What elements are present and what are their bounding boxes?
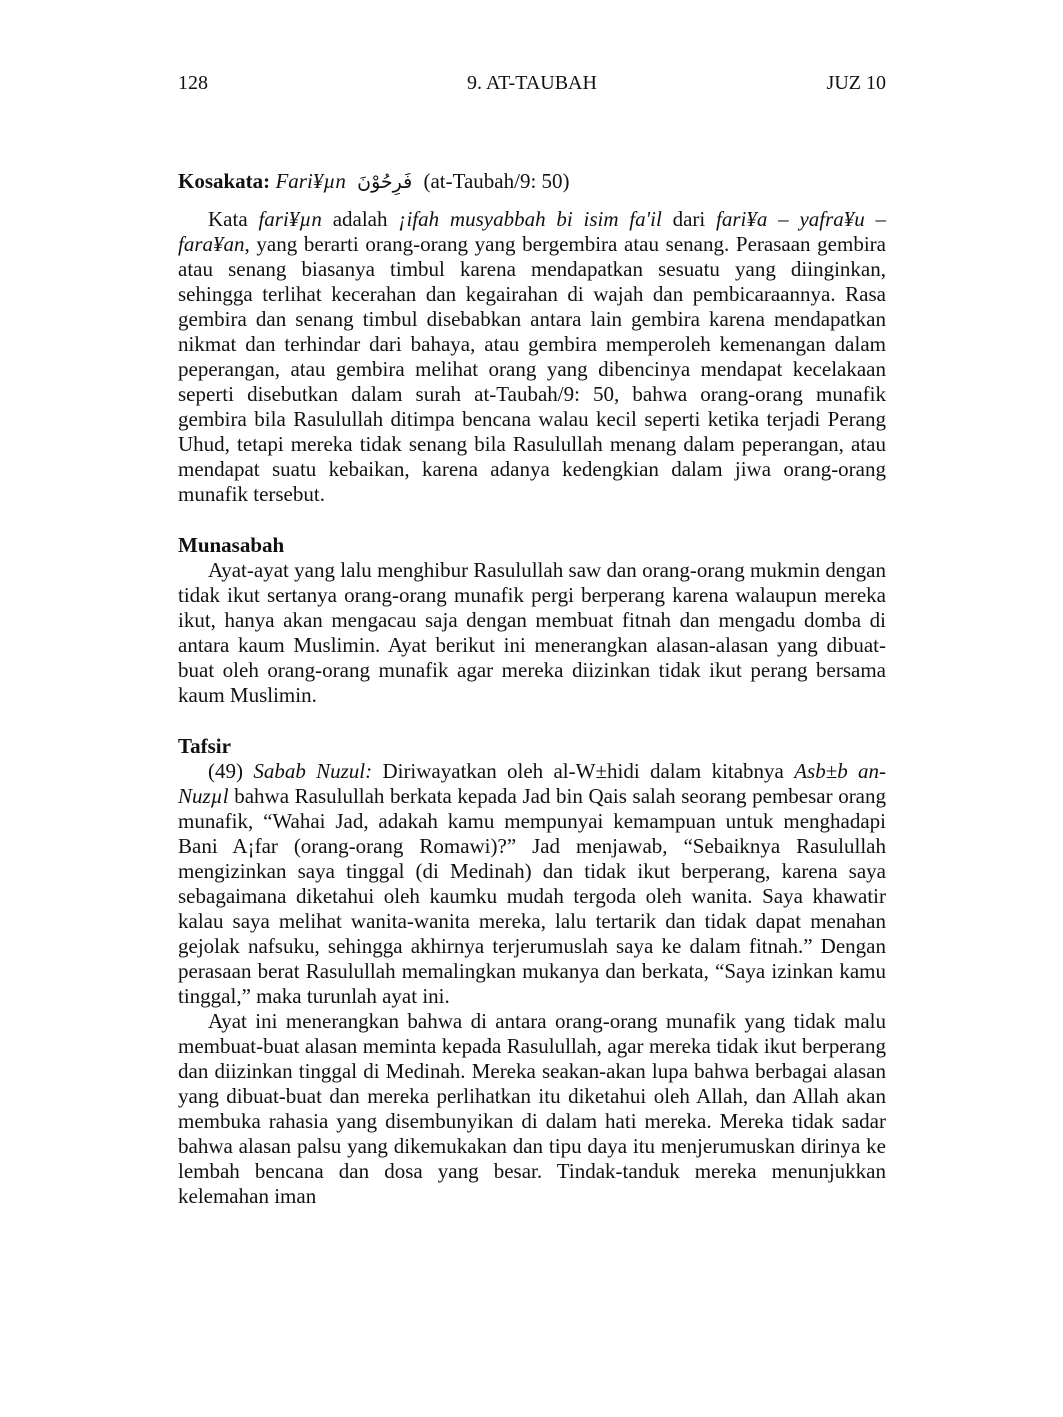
tafsir-paragraph-1 — [178, 759, 886, 1009]
munasabah-heading: Munasabah — [178, 533, 285, 557]
kosakata-paragraph — [178, 207, 886, 507]
text-segment-italic: Sabab Nuzul: — [253, 759, 373, 783]
kosakata-arabic: فَرِحُوْنَ — [357, 171, 413, 193]
chapter-title: 9. AT-TAUBAH — [467, 72, 597, 94]
text-segment-italic: fari¥a – yafra¥u – fara¥an — [178, 207, 887, 256]
tafsir-paragraph-2: Ayat ini menerangkan bahwa di antara orang-orang munafik yang tidak malu membuat-buat alasan meminta kepada Rasulullah, agar mereka tidak ikut berperang dan diizinkan tinggal di Medinah. Mereka seakan-akan lupa bahwa berbagai alasan yang dibuat-buat dan mereka perlihatkan itu diketahui oleh Allah, dan Allah akan membuka rahasia yang disembunyikan di dalam hati mereka. Mereka tidak sadar bahwa alasan palsu yang dikemukakan dan tipu daya itu menjerumuskan dirinya ke lembah bencana dan dosa yang besar. Tindak-tanduk mereka menunjukkan kelemahan iman — [178, 1009, 886, 1208]
kosakata-reference: (at-Taubah/9: 50) — [423, 169, 570, 193]
verse-number: (49) — [208, 759, 243, 783]
kosakata-term: Fari¥µn — [275, 169, 346, 193]
text-segment-italic: ¡ifah musyabbah bi isim fa'il — [398, 207, 662, 231]
juz-label: JUZ 10 — [826, 72, 886, 94]
page-body — [178, 166, 886, 1209]
tafsir-heading: Tafsir — [178, 734, 231, 758]
running-header — [178, 72, 886, 102]
book-title: Asb±b an-Nuzµl — [178, 759, 887, 808]
text-segment: , yang berarti orang-orang yang bergembira atau senang. Perasaan gembira atau senang biasanya timbul karena mendapatkan sesuatu yang diinginkan, sehingga terlihat kecerahan dan kegairahan di wajah dan pembicaraannya. Rasa gembira dan senang timbul disebabkan antara lain gembira karena mendapatkan nikmat dan terhindar dari bahaya, atau gembira memperoleh kemenangan dalam peperangan, atau gembira melihat orang yang dibencinya mendapat kecelakaan seperti disebutkan dalam surah at-Taubah/9: 50, bahwa orang-orang munafik gembira bila Rasulullah ditimpa bencana walau kecil seperti ketika terjadi Perang Uhud, tetapi mereka tidak senang bila Rasulullah menang dalam peperangan, atau mendapat suatu kebaikan, karena adanya kedengkian dalam jiwa orang-orang munafik tersebut. — [178, 232, 886, 506]
text-segment: dari — [672, 207, 706, 231]
kosakata-label: Kosakata: — [178, 169, 271, 193]
page-number: 128 — [178, 72, 208, 94]
text-segment: Kata — [208, 207, 248, 231]
text-segment-italic: fari¥µn — [258, 207, 322, 231]
kosakata-heading — [178, 166, 886, 196]
munasabah-paragraph: Ayat-ayat yang lalu menghibur Rasulullah saw dan orang-orang mukmin dengan tidak ikut sertanya orang-orang munafik pergi berperang karena walaupun mereka ikut, hanya akan mengacau saja dengan membuat fitnah dan mengadu domba di antara kaum Muslimin. Ayat berikut ini menerangkan alasan-alasan yang dibuat-buat oleh orang-orang munafik agar mereka diizinkan tidak ikut perang bersama kaum Muslimin. — [178, 558, 886, 707]
text-segment: Diriwayatkan oleh al-W±hidi dalam kitabnya — [382, 759, 784, 783]
text-segment: adalah — [332, 207, 388, 231]
text-segment: bahwa Rasulullah berkata kepada Jad bin Qais salah seorang pembesar orang munafik, “Wahai Jad, adakah kamu mempunyai kemampuan untuk menghadapi Bani A¡far (orang-orang Romawi)?” Jad menjawab, “Sebaiknya Rasulullah mengizinkan saya tinggal (di Medinah) dan tidak ikut berperang, karena saya sebagaimana diketahui oleh kaumku mudah tergoda oleh wanita. Saya khawatir kalau saya melihat wanita-wanita mereka, lalu tertarik dan tidak dapat menahan gejolak nafsuku, sehingga akhirnya terjerumuslah saya ke dalam fitnah.” Dengan perasaan berat Rasulullah memalingkan mukanya dan berkata, “Saya izinkan kamu tinggal,” maka turunlah ayat ini. — [178, 784, 887, 1008]
